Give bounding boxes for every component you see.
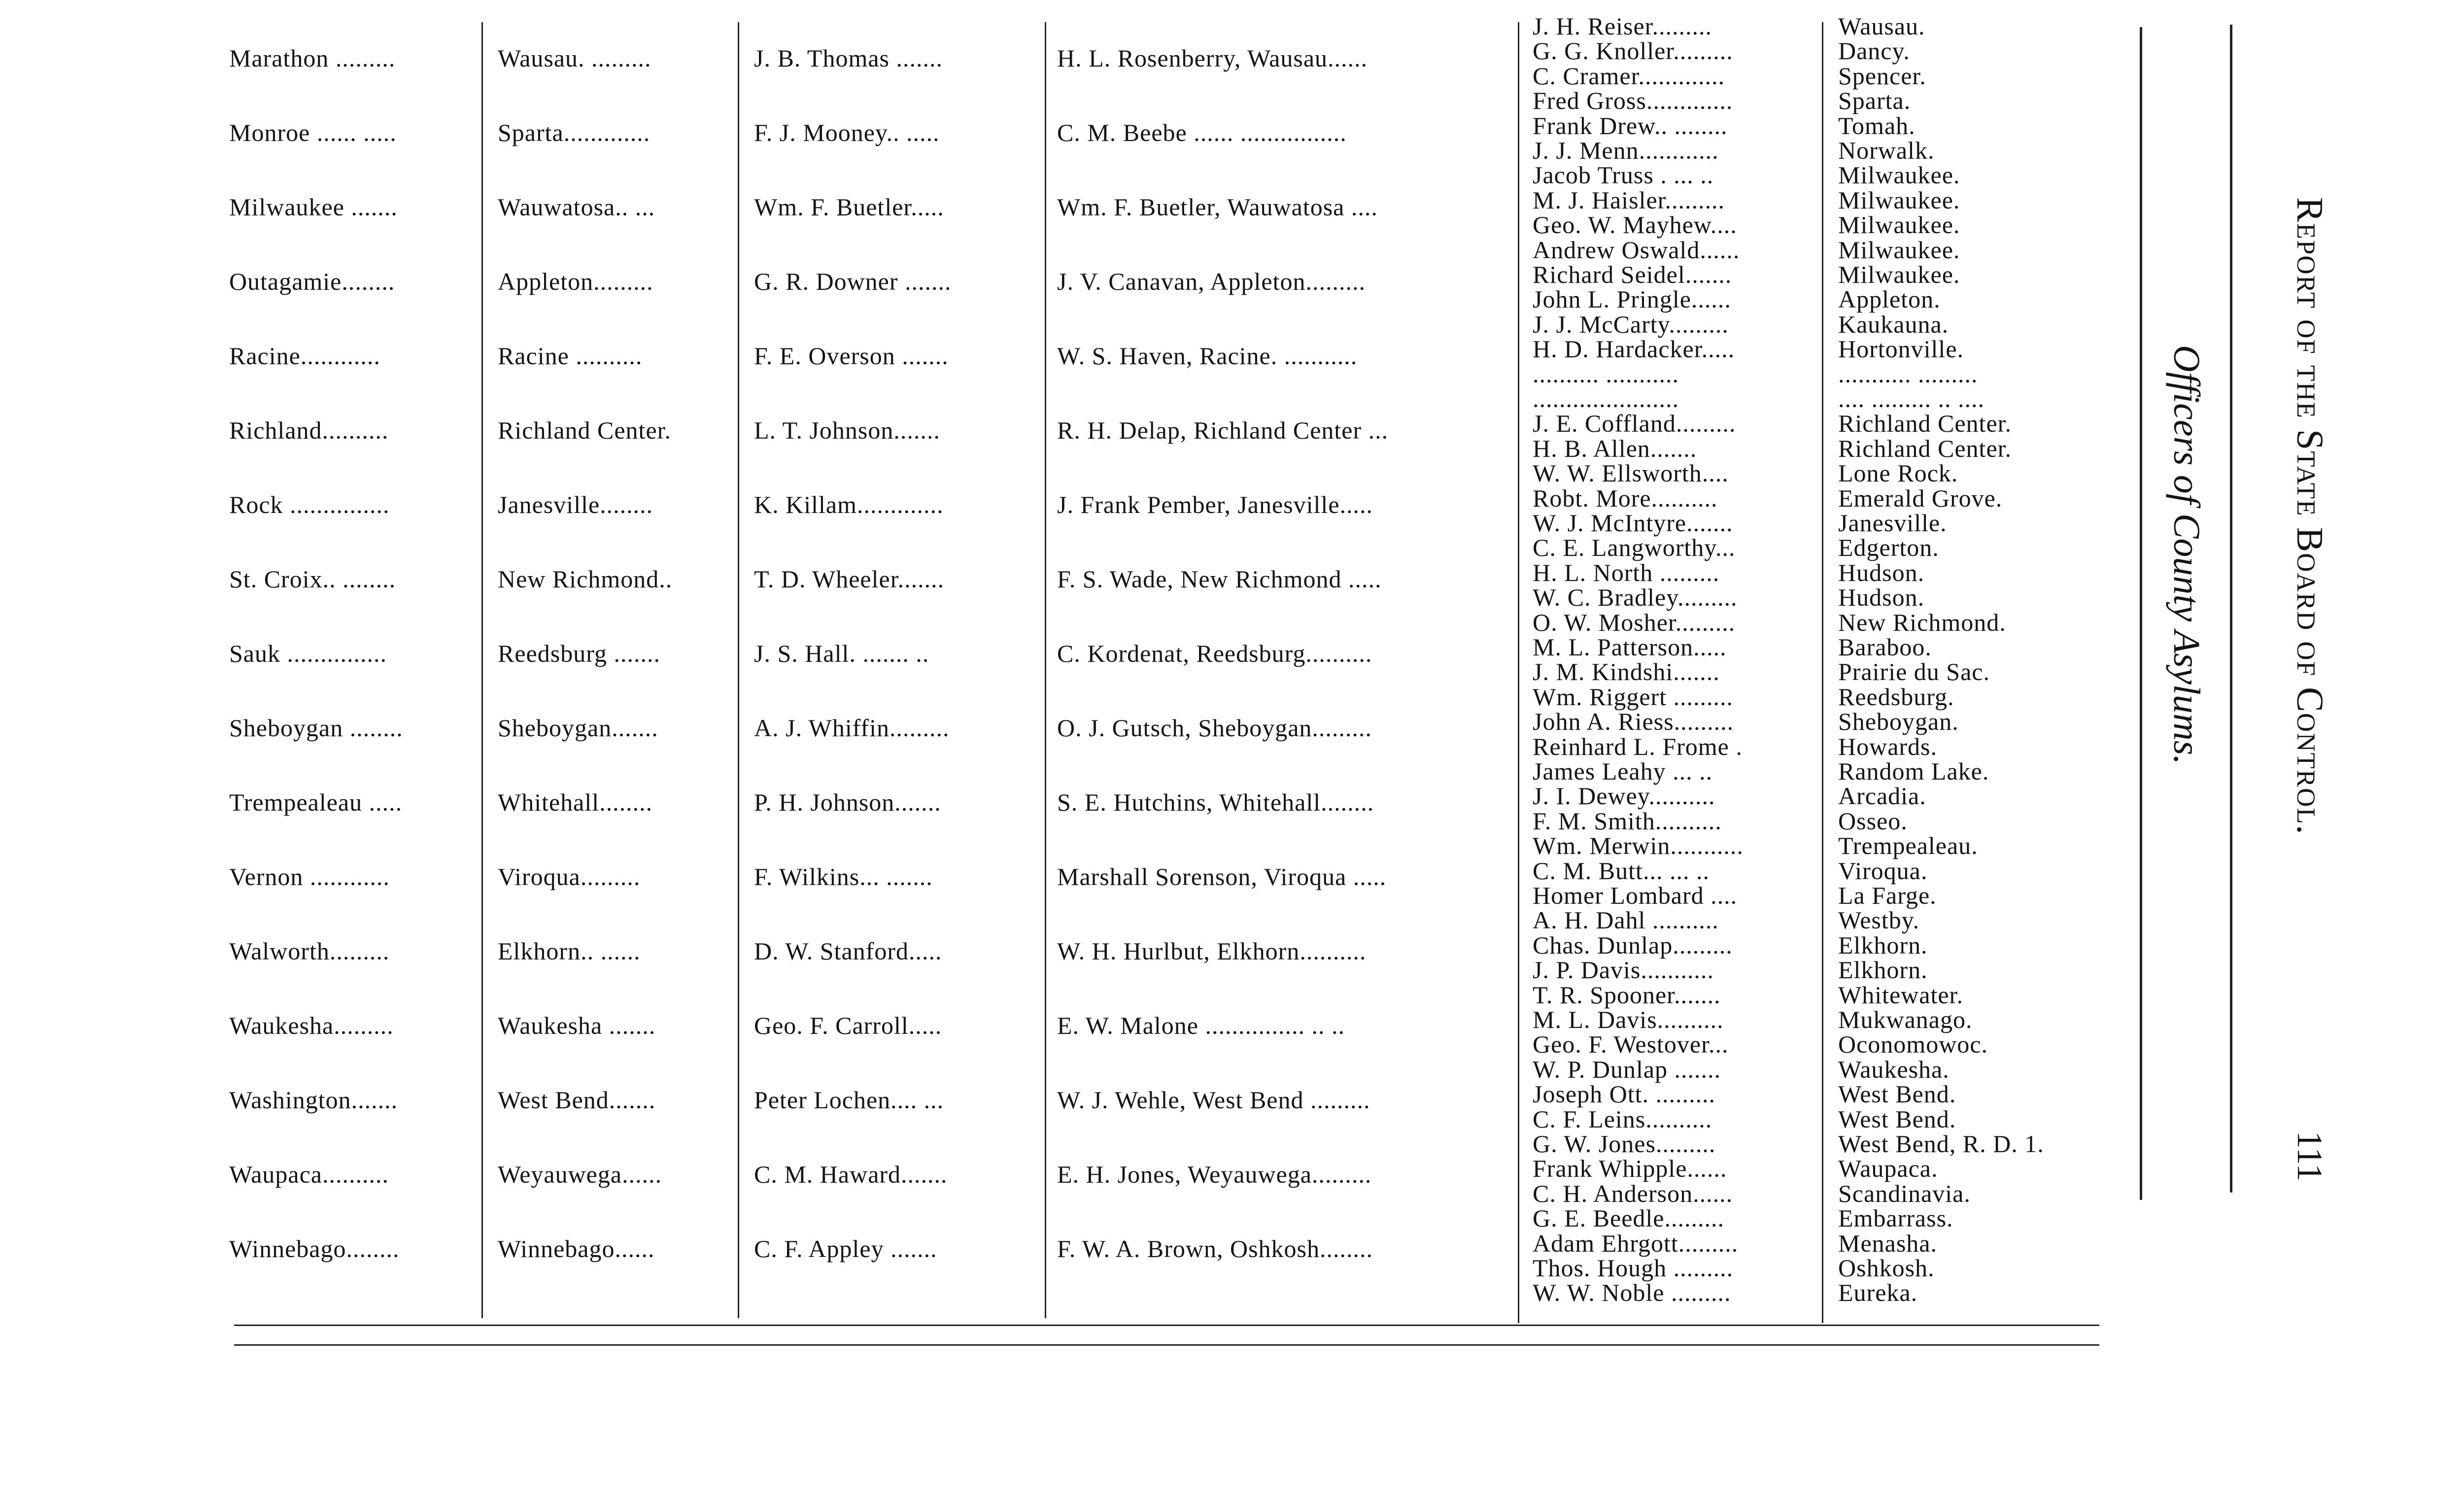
row-trustee: W. S. Haven, Racine. ...........	[1057, 342, 1358, 370]
officer-name: M. L. Patterson.....	[1533, 633, 1727, 661]
officer-address: Westby.	[1838, 906, 1919, 934]
officer-name: Geo. W. Mayhew....	[1533, 211, 1737, 238]
row-superintendent: T. D. Wheeler.......	[754, 565, 945, 593]
officer-name: J. H. Reiser.........	[1533, 12, 1712, 40]
row-location: Whitehall........	[498, 788, 653, 816]
officer-address: Norwalk.	[1838, 136, 1935, 164]
row-location: New Richmond..	[498, 565, 673, 593]
officer-address: New Richmond.	[1838, 609, 2006, 636]
officer-address: Howards.	[1838, 733, 1938, 760]
row-superintendent: J. B. Thomas .......	[754, 44, 943, 72]
officer-address: Emerald Grove.	[1838, 484, 2003, 512]
row-trustee: S. E. Hutchins, Whitehall........	[1057, 788, 1374, 816]
row-location: Winnebago......	[498, 1235, 655, 1262]
officer-address: West Bend.	[1838, 1105, 1956, 1133]
row-location: Wausau. .........	[498, 44, 651, 72]
row-superintendent: F. Wilkins... .......	[754, 863, 933, 890]
officer-address: La Farge.	[1838, 882, 1937, 909]
row-county: Waupaca..........	[229, 1160, 389, 1188]
column-rule-2	[738, 22, 739, 1318]
row-trustee: E. W. Malone ............... .. ..	[1057, 1012, 1345, 1039]
officer-address: Richland Center.	[1838, 409, 2012, 437]
officer-address: West Bend, R. D. 1.	[1838, 1130, 2044, 1158]
row-trustee: F. W. A. Brown, Oshkosh........	[1057, 1235, 1373, 1262]
officer-name: Jacob Truss . ... ..	[1533, 161, 1714, 189]
officer-address: Hortonville.	[1838, 335, 1964, 363]
row-trustee: F. S. Wade, New Richmond .....	[1057, 565, 1382, 593]
side-rule-right	[2230, 25, 2232, 1192]
row-trustee: Wm. F. Buetler, Wauwatosa ....	[1057, 193, 1378, 221]
officer-address: Dancy.	[1838, 37, 1910, 65]
officer-name: C. E. Langworthy...	[1533, 534, 1736, 561]
officer-name: C. Cramer.............	[1533, 62, 1725, 90]
column-rule-1	[481, 22, 483, 1318]
officer-name: Frank Drew.. ........	[1533, 112, 1728, 139]
officer-name: W. P. Dunlap .......	[1533, 1055, 1721, 1083]
officer-address: Appleton.	[1838, 285, 1941, 313]
row-location: Reedsburg .......	[498, 640, 660, 667]
row-county: Trempealeau .....	[229, 788, 403, 816]
officer-name: Andrew Oswald......	[1533, 236, 1740, 264]
row-location: Appleton.........	[498, 268, 653, 295]
officer-name: H. B. Allen.......	[1533, 435, 1697, 462]
row-superintendent: Wm. F. Buetler.....	[754, 193, 944, 221]
row-location: Richland Center.	[498, 416, 672, 444]
officer-address: Oconomowoc.	[1838, 1030, 1988, 1058]
row-trustee: J. Frank Pember, Janesville.....	[1057, 491, 1373, 518]
row-superintendent: C. F. Appley .......	[754, 1235, 937, 1262]
officer-address: West Bend.	[1838, 1080, 1956, 1108]
officer-address: .... ......... .. ....	[1838, 385, 1985, 412]
officer-name: H. L. North .........	[1533, 559, 1720, 586]
row-county: Vernon ............	[229, 863, 390, 890]
row-county: Waukesha.........	[229, 1012, 394, 1039]
officer-address: Osseo.	[1838, 807, 1908, 835]
officer-address: Janesville.	[1838, 509, 1947, 537]
officer-name: W. J. McIntyre.......	[1533, 509, 1733, 537]
officer-name: J. J. Menn............	[1533, 136, 1719, 164]
row-superintendent: Peter Lochen.... ...	[754, 1086, 944, 1114]
row-superintendent: C. M. Haward.......	[754, 1160, 948, 1188]
column-rule-5	[1822, 22, 1823, 1323]
officer-name: O. W. Mosher.........	[1533, 609, 1736, 636]
officer-name: Robt. More..........	[1533, 484, 1718, 512]
officer-address: Spencer.	[1838, 62, 1926, 90]
row-county: Rock ...............	[229, 491, 390, 518]
officer-name: J. J. McCarty.........	[1533, 310, 1729, 338]
officer-name: J. I. Dewey..........	[1533, 782, 1715, 810]
officer-name: James Leahy ... ..	[1533, 757, 1713, 785]
officer-address: Trempealeau.	[1838, 832, 1978, 859]
officer-address: Random Lake.	[1838, 757, 1989, 785]
row-trustee: R. H. Delap, Richland Center ...	[1057, 416, 1389, 444]
row-trustee: Marshall Sorenson, Viroqua .....	[1057, 863, 1387, 890]
officer-name: C. M. Butt... ... ..	[1533, 857, 1710, 885]
officer-name: J. P. Davis...........	[1533, 956, 1714, 984]
officer-address: Wausau.	[1838, 12, 1925, 40]
officer-name: Richard Seidel.......	[1533, 261, 1732, 288]
officer-name: M. L. Davis..........	[1533, 1006, 1724, 1033]
column-rule-3	[1045, 22, 1046, 1318]
officer-address: Embarrass.	[1838, 1204, 1953, 1232]
row-county: Racine............	[229, 342, 380, 370]
page-number	[2289, 1131, 2330, 1182]
officer-name: J. E. Coffland.........	[1533, 409, 1736, 437]
officer-name: T. R. Spooner.......	[1533, 981, 1721, 1009]
column-rule-4	[1518, 22, 1519, 1323]
officer-address: Menasha.	[1838, 1229, 1937, 1257]
officer-address: Sparta.	[1838, 87, 1911, 114]
officer-name: G. W. Jones.........	[1533, 1130, 1716, 1158]
officer-name: Reinhard L. Frome .	[1533, 733, 1743, 760]
officer-address: Reedsburg.	[1838, 683, 1954, 711]
officer-name: C. F. Leins..........	[1533, 1105, 1712, 1133]
running-head	[2288, 197, 2331, 835]
row-superintendent: A. J. Whiffin.........	[754, 714, 950, 742]
officer-address: Scandinavia.	[1838, 1180, 1971, 1207]
officer-name: F. M. Smith..........	[1533, 807, 1722, 835]
officer-address: Hudson.	[1838, 583, 1925, 611]
row-trustee: C. M. Beebe ...... ................	[1057, 119, 1347, 146]
row-superintendent: L. T. Johnson.......	[754, 416, 940, 444]
officer-name: M. J. Haisler.........	[1533, 186, 1725, 214]
row-superintendent: P. H. Johnson.......	[754, 788, 941, 816]
page-number-text: 111	[2290, 1131, 2329, 1182]
row-county: Outagamie........	[229, 268, 395, 295]
row-county: Sheboygan ........	[229, 714, 403, 742]
officer-address: Milwaukee.	[1838, 261, 1960, 288]
officer-address: Milwaukee.	[1838, 236, 1960, 264]
officer-name: G. G. Knoller.........	[1533, 37, 1733, 65]
row-superintendent: K. Killam.............	[754, 491, 944, 518]
running-head-text: Report of the State Board of Control.	[2289, 197, 2330, 835]
row-county: Walworth.........	[229, 937, 390, 965]
officer-name: W. C. Bradley.........	[1533, 583, 1738, 611]
officer-address: Lone Rock.	[1838, 459, 1958, 487]
officer-name: J. M. Kindshi.......	[1533, 658, 1720, 685]
officer-address: Oshkosh.	[1838, 1254, 1935, 1282]
officer-name: A. H. Dahl ..........	[1533, 906, 1719, 934]
officer-name: Wm. Riggert .........	[1533, 683, 1734, 711]
officer-name: G. E. Beedle.........	[1533, 1204, 1724, 1232]
row-trustee: W. H. Hurlbut, Elkhorn..........	[1057, 937, 1367, 965]
side-rule-left	[2140, 27, 2142, 1200]
officer-address: Edgerton.	[1838, 534, 1939, 561]
officer-name: Joseph Ott. .........	[1533, 1080, 1715, 1108]
officer-name: Homer Lombard ....	[1533, 882, 1738, 909]
row-superintendent: Geo. F. Carroll.....	[754, 1012, 942, 1039]
officer-name: Frank Whipple......	[1533, 1155, 1727, 1182]
row-county: St. Croix.. ........	[229, 565, 396, 593]
row-location: Weyauwega......	[498, 1160, 662, 1188]
officer-address: Richland Center.	[1838, 435, 2012, 462]
row-location: Elkhorn.. ......	[498, 937, 641, 965]
officer-name: .......... ...........	[1533, 360, 1679, 388]
officer-name: W. W. Noble .........	[1533, 1279, 1731, 1306]
officer-address: Waukesha.	[1838, 1055, 1950, 1083]
officer-address: Milwaukee.	[1838, 186, 1960, 214]
section-title-text: Officers of County Asylums.	[2166, 345, 2207, 765]
officer-address: Elkhorn.	[1838, 956, 1928, 984]
officer-address: Eureka.	[1838, 1279, 1918, 1306]
row-superintendent: F. E. Overson .......	[754, 342, 949, 370]
officer-address: Elkhorn.	[1838, 931, 1928, 959]
row-county: Richland..........	[229, 416, 389, 444]
row-trustee: J. V. Canavan, Appleton.........	[1057, 268, 1366, 295]
officer-name: H. D. Hardacker.....	[1533, 335, 1735, 363]
officer-name: C. H. Anderson......	[1533, 1180, 1733, 1207]
row-county: Milwaukee .......	[229, 193, 398, 221]
row-superintendent: G. R. Downer .......	[754, 268, 952, 295]
row-trustee: O. J. Gutsch, Sheboygan.........	[1057, 714, 1372, 742]
officer-name: Fred Gross.............	[1533, 87, 1733, 114]
officer-address: Kaukauna.	[1838, 310, 1949, 338]
officer-address: Milwaukee.	[1838, 211, 1960, 238]
row-trustee: W. J. Wehle, West Bend .........	[1057, 1086, 1370, 1114]
row-superintendent: F. J. Mooney.. .....	[754, 119, 940, 146]
officer-name: W. W. Ellsworth....	[1533, 459, 1729, 487]
officer-address: Viroqua.	[1838, 857, 1928, 885]
row-location: Sparta.............	[498, 119, 650, 146]
officer-address: ........... .........	[1838, 360, 1978, 388]
row-location: Racine ..........	[498, 342, 643, 370]
officer-address: Milwaukee.	[1838, 161, 1960, 189]
bottom-rule-top	[234, 1325, 2099, 1326]
row-location: Waukesha .......	[498, 1012, 656, 1039]
row-county: Marathon .........	[229, 44, 396, 72]
officer-address: Baraboo.	[1838, 633, 1932, 661]
row-superintendent: D. W. Stanford.....	[754, 937, 942, 965]
officer-address: Prairie du Sac.	[1838, 658, 1990, 685]
row-location: Wauwatosa.. ...	[498, 193, 655, 221]
row-location: Janesville........	[498, 491, 653, 518]
officer-name: Chas. Dunlap.........	[1533, 931, 1733, 959]
row-county: Sauk ...............	[229, 640, 387, 667]
officer-name: Wm. Merwin...........	[1533, 832, 1744, 859]
row-county: Washington.......	[229, 1086, 398, 1114]
row-county: Winnebago........	[229, 1235, 400, 1262]
officer-address: Sheboygan.	[1838, 708, 1959, 735]
officer-name: Geo. F. Westover...	[1533, 1030, 1729, 1058]
bottom-rule-bottom	[234, 1344, 2099, 1346]
row-location: Viroqua.........	[498, 863, 641, 890]
row-trustee: C. Kordenat, Reedsburg..........	[1057, 640, 1372, 667]
officer-name: Thos. Hough .........	[1533, 1254, 1734, 1282]
officer-address: Tomah.	[1838, 112, 1916, 139]
section-title	[2165, 345, 2208, 764]
officer-address: Whitewater.	[1838, 981, 1963, 1009]
row-trustee: E. H. Jones, Weyauwega.........	[1057, 1160, 1372, 1188]
officer-name: John A. Riess.........	[1533, 708, 1734, 735]
officer-address: Arcadia.	[1838, 782, 1926, 810]
officer-address: Mukwanago.	[1838, 1006, 1973, 1033]
row-location: West Bend.......	[498, 1086, 656, 1114]
officer-name: Adam Ehrgott.........	[1533, 1229, 1739, 1257]
officer-name: ......................	[1533, 385, 1679, 412]
row-superintendent: J. S. Hall. ....... ..	[754, 640, 929, 667]
officer-name: John L. Pringle......	[1533, 285, 1731, 313]
row-county: Monroe ...... .....	[229, 119, 397, 146]
officer-address: Hudson.	[1838, 559, 1925, 586]
officer-address: Waupaca.	[1838, 1155, 1938, 1182]
row-location: Sheboygan.......	[498, 714, 658, 742]
row-trustee: H. L. Rosenberry, Wausau......	[1057, 44, 1368, 72]
